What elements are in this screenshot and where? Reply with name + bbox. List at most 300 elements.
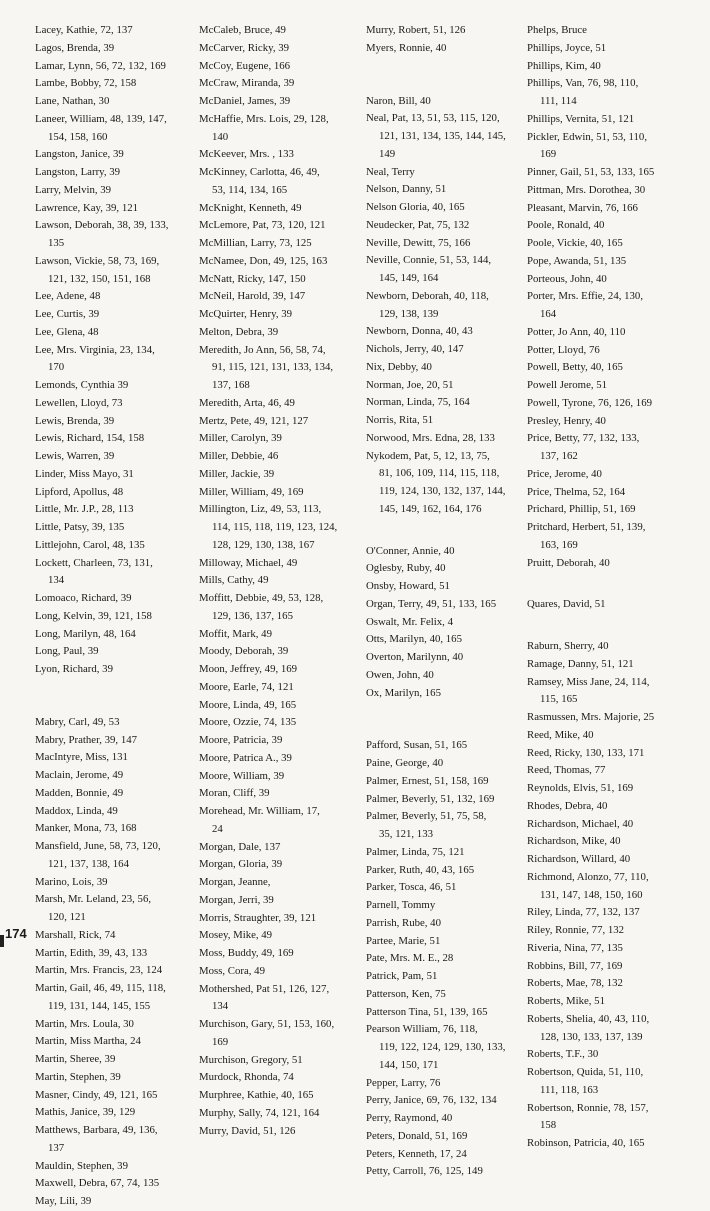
index-entry <box>199 253 361 271</box>
entry-name: Powell, Betty, 40, 165 <box>527 361 623 374</box>
entry-name: Ox, Marilyn, 165 <box>366 686 441 699</box>
entry-name: Roberts, Shelia, 40, 43, 110, <box>527 1012 650 1025</box>
index-entry <box>35 661 193 679</box>
entry-name: McCaleb, Bruce, 49 <box>199 24 286 36</box>
entry-name: Phelps, Bruce <box>527 24 587 36</box>
entry-name: Powell, Tyrone, 76, 126, 169 <box>527 396 653 409</box>
index-entry <box>527 40 667 58</box>
index-entry <box>35 1122 193 1158</box>
entry-name: Long, Kelvin, 39, 121, 158 <box>35 609 152 622</box>
entry-name: Phillips, Vernita, 51, 121 <box>527 112 635 125</box>
index-entry <box>366 614 516 632</box>
index-entry <box>199 164 361 200</box>
entry-name: Lee, Curtis, 39 <box>35 308 100 320</box>
entry-name: Lee, Glena, 48 <box>35 325 99 338</box>
entry-continuation: 145, 149, 164 <box>379 272 439 284</box>
index-entry <box>527 993 667 1011</box>
entry-name: Murphree, Kathie, 40, 165 <box>199 1089 314 1101</box>
entry-name: Newborn, Deborah, 40, 118, <box>366 289 489 302</box>
entry-name: Raburn, Sherry, 40 <box>527 640 609 652</box>
entry-name: Martin, Stephen, 39 <box>35 1070 121 1083</box>
index-entry <box>35 377 193 395</box>
index-entry <box>35 395 193 413</box>
entry-name: Perry, Janice, 69, 76, 132, 134 <box>366 1094 497 1107</box>
entry-name: Melton, Debra, 39 <box>199 325 279 338</box>
entry-name: Moore, Linda, 49, 165 <box>199 698 297 711</box>
entry-continuation: 140 <box>212 130 229 143</box>
entry-name: May, Lili, 39 <box>35 1195 92 1207</box>
entry-name: Pearson William, 76, 118, <box>366 1023 478 1036</box>
entry-name: McDaniel, James, 39 <box>199 95 291 107</box>
index-entry <box>366 359 516 377</box>
index-entry <box>366 430 516 448</box>
entry-continuation: 149 <box>379 147 396 160</box>
entry-name: Lane, Nathan, 30 <box>35 95 110 107</box>
entry-name: Patterson Tina, 51, 139, 165 <box>366 1005 488 1018</box>
entry-name: Reynolds, Elvis, 51, 169 <box>527 782 634 794</box>
entry-name: Long, Marilyn, 48, 164 <box>35 627 136 640</box>
entry-name: Robbins, Bill, 77, 169 <box>527 959 623 972</box>
index-entry <box>527 484 667 502</box>
entry-name: Lewellen, Lloyd, 73 <box>35 396 123 409</box>
index-entry <box>35 58 193 76</box>
index-entry <box>527 762 667 780</box>
index-entry <box>366 915 516 933</box>
entry-continuation: 169 <box>212 1035 229 1048</box>
entry-name: Phillips, Joyce, 51 <box>527 41 607 54</box>
entry-name: Martin, Mrs. Loula, 30 <box>35 1017 134 1030</box>
entry-name: Organ, Terry, 49, 51, 133, 165 <box>366 597 497 610</box>
index-entry <box>199 626 361 644</box>
index-entry <box>35 1033 193 1051</box>
entry-name: Martin, Mrs. Francis, 23, 124 <box>35 964 163 977</box>
letter-section-gap <box>527 614 667 638</box>
index-entry <box>199 235 361 253</box>
entry-name: Overton, Marilynn, 40 <box>366 651 464 663</box>
index-entry <box>366 791 516 809</box>
index-entry <box>35 448 193 466</box>
index-entry <box>199 661 361 679</box>
index-entry <box>366 341 516 359</box>
entry-name: Presley, Henry, 40 <box>527 414 606 427</box>
entry-name: Lewis, Brenda, 39 <box>35 414 115 427</box>
entry-name: Rhodes, Debra, 40 <box>527 799 608 812</box>
entry-continuation: 154, 158, 160 <box>48 130 108 143</box>
index-entry <box>527 413 667 431</box>
entry-name: Pinner, Gail, 51, 53, 133, 165 <box>527 166 655 178</box>
index-entry <box>527 816 667 834</box>
entry-name: Richmond, Alonzo, 77, 110, <box>527 870 649 883</box>
entry-name: Parnell, Tommy <box>366 899 436 911</box>
entry-continuation: 131, 147, 148, 150, 160 <box>540 888 643 901</box>
entry-name: Richardson, Willard, 40 <box>527 853 631 865</box>
index-entry <box>199 1069 361 1087</box>
entry-name: Mabry, Prather, 39, 147 <box>35 733 138 746</box>
index-entry <box>35 590 193 608</box>
entry-continuation: 119, 122, 124, 129, 130, 133, <box>379 1041 506 1053</box>
index-entry <box>199 555 361 573</box>
index-entry <box>199 58 361 76</box>
entry-name: Mathis, Janice, 39, 129 <box>35 1106 136 1119</box>
index-entry <box>366 631 516 649</box>
index-entry <box>527 22 667 40</box>
index-entry <box>199 927 361 945</box>
entry-name: Lockett, Charleen, 73, 131, <box>35 556 153 569</box>
index-entry <box>35 484 193 502</box>
index-entry <box>35 980 193 1016</box>
index-entry <box>199 306 361 324</box>
entry-name: Naron, Bill, 40 <box>366 94 431 107</box>
entry-name: O'Conner, Annie, 40 <box>366 544 455 557</box>
index-entry <box>527 922 667 940</box>
entry-name: Lipford, Apollus, 48 <box>35 485 124 498</box>
index-entry <box>199 1105 361 1123</box>
entry-name: Long, Paul, 39 <box>35 645 99 658</box>
index-entry <box>35 22 193 40</box>
entry-name: Reed, Ricky, 130, 133, 171 <box>527 746 645 759</box>
entry-name: Roberts, Mike, 51 <box>527 995 605 1007</box>
index-entry <box>366 235 516 253</box>
index-entry <box>527 674 667 710</box>
index-entry <box>35 927 193 945</box>
index-entry <box>35 749 193 767</box>
entry-continuation: 128, 129, 130, 138, 167 <box>212 538 315 551</box>
index-entry <box>35 164 193 182</box>
entry-name: Robertson, Ronnie, 78, 157, <box>527 1101 649 1114</box>
index-entry <box>527 75 667 111</box>
entry-name: Maddox, Linda, 49 <box>35 804 118 817</box>
entry-continuation: 137 <box>48 1141 65 1154</box>
entry-name: Richardson, Mike, 40 <box>527 835 621 848</box>
index-entry <box>366 1128 516 1146</box>
entry-continuation: 163, 169 <box>540 538 578 551</box>
entry-name: Mabry, Carl, 49, 53 <box>35 715 120 728</box>
index-entry <box>199 1052 361 1070</box>
entry-continuation: 169 <box>540 148 557 161</box>
entry-name: Onsby, Howard, 51 <box>366 580 450 592</box>
entry-name: Lagos, Brenda, 39 <box>35 41 115 54</box>
index-entry <box>366 181 516 199</box>
entry-name: Perry, Raymond, 40 <box>366 1112 453 1124</box>
entry-name: Martin, Sheree, 39 <box>35 1053 116 1065</box>
entry-name: Mills, Cathy, 49 <box>199 574 269 587</box>
entry-name: Murry, David, 51, 126 <box>199 1124 296 1137</box>
entry-continuation: 145, 149, 162, 164, 176 <box>379 502 482 515</box>
index-entry <box>199 430 361 448</box>
entry-name: Morgan, Dale, 137 <box>199 840 281 853</box>
index-entry <box>199 324 361 342</box>
entry-name: Neal, Terry <box>366 165 415 178</box>
entry-name: Langston, Larry, 39 <box>35 166 121 178</box>
index-entry <box>199 714 361 732</box>
index-entry <box>366 649 516 667</box>
entry-continuation: 144, 150, 171 <box>379 1058 439 1071</box>
index-entry <box>527 904 667 922</box>
entry-name: MacIntyre, Miss, 131 <box>35 751 128 764</box>
entry-name: Linder, Miss Mayo, 31 <box>35 467 134 480</box>
index-entry <box>366 1021 516 1074</box>
entry-name: Martin, Gail, 46, 49, 115, 118, <box>35 982 166 994</box>
index-entry <box>366 93 516 111</box>
index-entry <box>366 22 516 40</box>
index-entry <box>199 643 361 661</box>
entry-continuation: 111, 118, 163 <box>540 1083 599 1096</box>
entry-name: McMillian, Larry, 73, 125 <box>199 237 312 249</box>
letter-section-gap <box>366 702 516 737</box>
entry-name: McHaffie, Mrs. Lois, 29, 128, <box>199 112 329 125</box>
index-column <box>35 22 193 1211</box>
index-entry <box>366 560 516 578</box>
entry-name: Morehead, Mr. William, 17, <box>199 805 320 817</box>
index-entry <box>366 685 516 703</box>
entry-name: Little, Mr. J.P., 28, 113 <box>35 503 134 516</box>
index-entry <box>527 217 667 235</box>
index-entry <box>366 394 516 412</box>
index-entry <box>199 1087 361 1105</box>
entry-name: Milloway, Michael, 49 <box>199 556 298 569</box>
entry-name: Parker, Tosca, 46, 51 <box>366 881 457 894</box>
index-entry <box>35 874 193 892</box>
entry-name: Nix, Debby, 40 <box>366 360 432 373</box>
index-entry <box>527 519 667 555</box>
index-entry <box>366 667 516 685</box>
entry-name: Marshall, Rick, 74 <box>35 928 116 941</box>
index-entry <box>527 709 667 727</box>
entry-name: McKinney, Carlotta, 46, 49, <box>199 166 320 178</box>
entry-name: Moore, Patrica A., 39 <box>199 751 292 764</box>
letter-section-gap <box>527 572 667 596</box>
index-entry <box>35 342 193 378</box>
entry-name: Price, Thelma, 52, 164 <box>527 485 626 498</box>
letter-section-gap <box>366 58 516 93</box>
entry-name: Morgan, Jeanne, <box>199 876 271 888</box>
entry-name: Moffit, Mark, 49 <box>199 627 272 640</box>
index-entry <box>527 727 667 745</box>
entry-name: Patrick, Pam, 51 <box>366 970 438 982</box>
entry-name: Miller, Debbie, 46 <box>199 450 279 462</box>
index-entry <box>527 1135 667 1153</box>
index-entry <box>527 324 667 342</box>
entry-name: Marsh, Mr. Leland, 23, 56, <box>35 893 152 906</box>
index-entry <box>199 572 361 590</box>
entry-name: Porteous, John, 40 <box>527 272 607 285</box>
entry-name: Reed, Thomas, 77 <box>527 764 606 777</box>
letter-section-gap <box>366 519 516 543</box>
index-entry <box>366 412 516 430</box>
entry-name: Mertz, Pete, 49, 121, 127 <box>199 414 309 427</box>
index-entry <box>527 182 667 200</box>
index-entry <box>366 377 516 395</box>
index-entry <box>35 75 193 93</box>
entry-continuation: 114, 115, 118, 119, 123, 124, <box>212 521 338 533</box>
entry-name: Palmer, Beverly, 51, 75, 58, <box>366 810 487 823</box>
entry-continuation: 91, 115, 121, 131, 133, 134, <box>212 361 334 374</box>
index-entry <box>366 199 516 217</box>
entry-name: Lomoaco, Richard, 39 <box>35 592 132 604</box>
index-entry <box>199 466 361 484</box>
index-entry <box>366 897 516 915</box>
entry-continuation: 24 <box>212 822 223 835</box>
index-entry <box>35 962 193 980</box>
entry-name: Neville, Connie, 51, 53, 144, <box>366 254 492 267</box>
entry-name: Pruitt, Deborah, 40 <box>527 556 610 569</box>
index-entry <box>527 200 667 218</box>
entry-name: Morgan, Jerri, 39 <box>199 893 274 906</box>
index-entry <box>527 164 667 182</box>
entry-continuation: 134 <box>212 1000 229 1013</box>
index-column <box>527 22 667 1153</box>
index-entry <box>35 1016 193 1034</box>
index-entry <box>527 395 667 413</box>
entry-continuation: 119, 124, 130, 132, 137, 144, <box>379 485 506 497</box>
index-entry <box>35 1104 193 1122</box>
entry-name: Rasmussen, Mrs. Majorie, 25 <box>527 711 655 723</box>
index-entry <box>366 844 516 862</box>
entry-name: Lemonds, Cynthia 39 <box>35 379 129 391</box>
index-entry <box>35 324 193 342</box>
index-entry <box>199 679 361 697</box>
entry-name: Manker, Mona, 73, 168 <box>35 822 137 835</box>
entry-name: Potter, Jo Ann, 40, 110 <box>527 325 626 338</box>
entry-name: Norris, Rita, 51 <box>366 414 434 426</box>
index-entry <box>366 448 516 519</box>
entry-continuation: 135 <box>48 237 65 249</box>
index-entry <box>199 981 361 1017</box>
entry-name: McKeever, Mrs. , 133 <box>199 148 294 161</box>
index-entry <box>35 945 193 963</box>
index-entry <box>527 466 667 484</box>
index-entry <box>527 430 667 466</box>
entry-name: Moran, Cliff, 39 <box>199 787 270 800</box>
index-entry <box>527 1046 667 1064</box>
entry-name: Meredith, Arta, 46, 49 <box>199 396 295 409</box>
entry-name: Palmer, Ernest, 51, 158, 169 <box>366 774 489 787</box>
index-entry <box>366 543 516 561</box>
index-entry <box>199 697 361 715</box>
entry-name: McCraw, Miranda, 39 <box>199 77 295 90</box>
index-entry <box>199 111 361 147</box>
entry-name: Lambe, Bobby, 72, 158 <box>35 77 137 90</box>
index-entry <box>199 200 361 218</box>
entry-name: Poole, Ronald, 40 <box>527 219 605 232</box>
entry-name: Robinson, Patricia, 40, 165 <box>527 1137 645 1149</box>
index-entry <box>527 833 667 851</box>
entry-name: Moore, Earle, 74, 121 <box>199 680 294 693</box>
entry-name: Moore, William, 39 <box>199 769 285 782</box>
entry-continuation: 170 <box>48 361 65 374</box>
index-entry <box>199 501 361 554</box>
entry-name: Lyon, Richard, 39 <box>35 663 113 675</box>
index-entry <box>527 1100 667 1136</box>
entry-continuation: 119, 131, 144, 145, 155 <box>48 999 151 1012</box>
entry-name: Paine, George, 40 <box>366 757 444 769</box>
index-entry <box>199 963 361 981</box>
entry-continuation: 111, 114 <box>540 95 577 107</box>
index-entry <box>35 891 193 927</box>
index-entry <box>199 839 361 857</box>
entry-name: Lawson, Vickie, 58, 73, 169, <box>35 254 160 267</box>
index-entry <box>35 430 193 448</box>
entry-name: Neville, Dewitt, 75, 166 <box>366 236 471 249</box>
entry-continuation: 35, 121, 133 <box>379 828 433 840</box>
entry-name: Meredith, Jo Ann, 56, 58, 74, <box>199 343 326 356</box>
entry-name: McNeil, Harold, 39, 147 <box>199 290 306 303</box>
entry-name: Parker, Ruth, 40, 43, 165 <box>366 863 475 876</box>
index-entry <box>35 1087 193 1105</box>
index-entry <box>199 945 361 963</box>
index-entry <box>527 342 667 360</box>
index-entry <box>35 182 193 200</box>
entry-name: Nelson Gloria, 40, 165 <box>366 201 465 213</box>
entry-name: Millington, Liz, 49, 53, 113, <box>199 503 322 516</box>
index-entry <box>199 1123 361 1141</box>
entry-name: Riveria, Nina, 77, 135 <box>527 941 623 954</box>
index-entry <box>527 1064 667 1100</box>
index-entry <box>199 803 361 839</box>
entry-continuation: 158 <box>540 1119 557 1132</box>
index-entry <box>35 466 193 484</box>
entry-name: Mansfield, June, 58, 73, 120, <box>35 840 161 852</box>
entry-name: Price, Betty, 77, 132, 133, <box>527 432 640 445</box>
entry-name: Moon, Jeffrey, 49, 169 <box>199 663 298 675</box>
index-entry <box>35 93 193 111</box>
entry-name: Phillips, Van, 76, 98, 110, <box>527 77 639 90</box>
index-entry <box>366 968 516 986</box>
entry-name: McNamee, Don, 49, 125, 163 <box>199 254 328 267</box>
index-entry <box>527 359 667 377</box>
entry-name: Norman, Joe, 20, 51 <box>366 378 454 391</box>
entry-continuation: 134 <box>48 574 65 587</box>
index-entry <box>35 1069 193 1087</box>
entry-name: Roberts, Mae, 78, 132 <box>527 977 623 990</box>
index-entry <box>527 975 667 993</box>
entry-continuation: 164 <box>540 308 557 320</box>
entry-continuation: 53, 114, 134, 165 <box>212 183 288 196</box>
index-entry <box>199 874 361 892</box>
entry-name: Mauldin, Stephen, 39 <box>35 1159 128 1172</box>
index-entry <box>366 110 516 163</box>
entry-name: Madden, Bonnie, 49 <box>35 786 124 799</box>
index-entry <box>35 519 193 537</box>
index-entry <box>35 1193 193 1211</box>
index-entry <box>199 750 361 768</box>
entry-continuation: 121, 137, 138, 164 <box>48 857 129 870</box>
index-entry <box>366 1163 516 1181</box>
index-entry <box>527 235 667 253</box>
entry-name: Moody, Deborah, 39 <box>199 645 289 658</box>
index-entry <box>199 590 361 626</box>
entry-name: McNatt, Ricky, 147, 150 <box>199 272 306 285</box>
entry-name: Quares, David, 51 <box>527 598 606 611</box>
page-edge-mark <box>0 935 4 947</box>
entry-name: Nelson, Danny, 51 <box>366 183 447 196</box>
entry-continuation: 128, 130, 133, 137, 139 <box>540 1030 643 1043</box>
index-entry <box>527 288 667 324</box>
index-entry <box>35 714 193 732</box>
entry-name: Murchison, Gary, 51, 153, 160, <box>199 1018 335 1030</box>
entry-continuation: 121, 131, 134, 135, 144, 145, <box>379 130 506 142</box>
index-entry <box>35 146 193 164</box>
index-entry <box>35 785 193 803</box>
entry-name: Lee, Adene, 48 <box>35 290 101 303</box>
entry-name: Lee, Mrs. Virginia, 23, 134, <box>35 343 155 356</box>
index-entry <box>199 856 361 874</box>
index-entry <box>35 217 193 253</box>
index-entry <box>35 306 193 324</box>
entry-name: Oglesby, Ruby, 40 <box>366 562 446 575</box>
entry-name: McCoy, Eugene, 166 <box>199 59 291 72</box>
entry-name: Peters, Donald, 51, 169 <box>366 1129 468 1142</box>
